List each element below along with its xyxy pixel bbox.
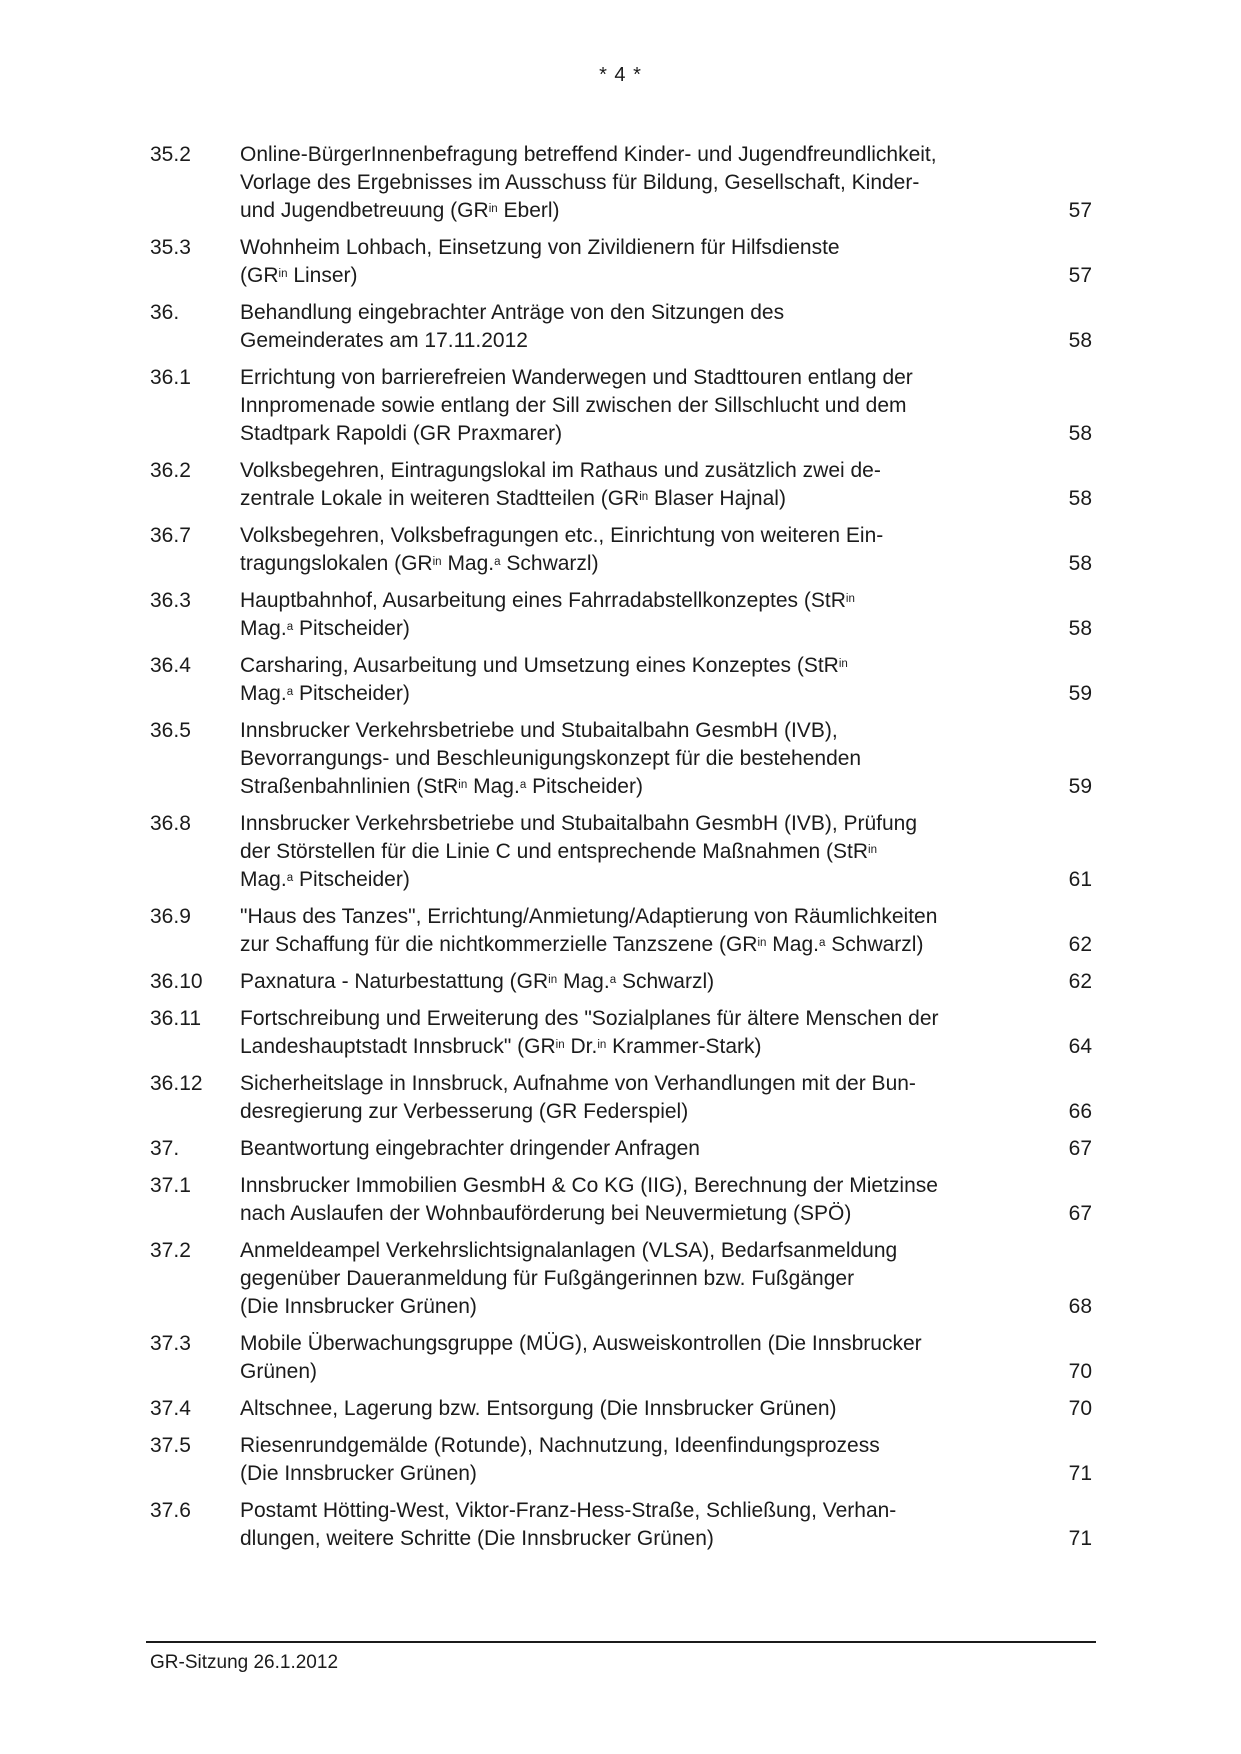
toc-line: Volksbegehren, Eintragungslokal im Rathaus und zusätzlich zwei de- xyxy=(240,459,881,482)
toc-item-number: 36.12 xyxy=(150,1072,203,1095)
toc-line: Straßenbahnlinien (StR$^{in}$ Mag.$^a$ Pitscheider) xyxy=(240,775,643,798)
toc-line: Fortschreibung und Erweiterung des "Sozialplanes für ältere Menschen der xyxy=(240,1007,939,1030)
toc-item xyxy=(150,1070,1092,1126)
toc-line: nach Auslaufen der Wohnbauförderung bei Neuvermietung (SPÖ) xyxy=(240,1202,852,1225)
toc-item-number: 37. xyxy=(150,1137,180,1160)
toc-item-number: 36.8 xyxy=(150,812,191,835)
toc-item-page: 61 xyxy=(1068,868,1092,891)
toc-line: Mag.$^a$ Pitscheider) xyxy=(240,868,410,891)
toc-item xyxy=(150,299,1092,355)
toc-item-text xyxy=(240,1172,1008,1228)
toc-item xyxy=(150,1330,1092,1386)
toc-item-number: 37.5 xyxy=(150,1434,191,1457)
toc-item-text xyxy=(240,717,1008,801)
toc-item-number: 37.4 xyxy=(150,1397,191,1420)
toc-item-number: 37.1 xyxy=(150,1174,191,1197)
toc-item-page: 59 xyxy=(1068,775,1092,798)
toc-item-text xyxy=(240,1070,1008,1126)
toc-item-page: 58 xyxy=(1068,552,1092,575)
toc-item-page: 58 xyxy=(1068,422,1092,445)
toc-item-number: 36.11 xyxy=(150,1007,201,1030)
toc-item xyxy=(150,1432,1092,1488)
toc-line: (Die Innsbrucker Grünen) xyxy=(240,1462,477,1485)
footer-divider xyxy=(146,1641,1096,1643)
toc-item-text xyxy=(240,299,1008,355)
toc-item xyxy=(150,234,1092,290)
toc-line: Grünen) xyxy=(240,1360,318,1383)
toc-item-text xyxy=(240,587,1008,643)
toc-item-page: 59 xyxy=(1068,682,1092,705)
toc-line: Wohnheim Lohbach, Einsetzung von Zivildienern für Hilfsdienste xyxy=(240,236,840,259)
toc-item-number: 35.3 xyxy=(150,236,191,259)
toc-line: Anmeldeampel Verkehrslichtsignalanlagen (VLSA), Bedarfsanmeldung xyxy=(240,1239,898,1262)
toc-item xyxy=(150,1005,1092,1061)
toc-item xyxy=(150,652,1092,708)
toc-item-page: 70 xyxy=(1068,1397,1092,1420)
toc-item xyxy=(150,1395,1092,1423)
toc-item-number: 36.4 xyxy=(150,654,191,677)
toc-item-number: 37.6 xyxy=(150,1499,191,1522)
toc-item xyxy=(150,717,1092,801)
toc-item-page: 57 xyxy=(1068,199,1092,222)
toc-item-number: 37.2 xyxy=(150,1239,191,1262)
toc-item-page: 68 xyxy=(1068,1295,1092,1318)
toc-item xyxy=(150,457,1092,513)
toc-line: Hauptbahnhof, Ausarbeitung eines Fahrradabstellkonzeptes (StR$^{in}$ xyxy=(240,589,855,612)
toc-item-text xyxy=(240,522,1008,578)
toc-line: Mag.$^a$ Pitscheider) xyxy=(240,617,410,640)
toc-item xyxy=(150,364,1092,448)
toc-item xyxy=(150,1135,1092,1163)
toc-item-number: 36.5 xyxy=(150,719,191,742)
toc-item-page: 66 xyxy=(1068,1100,1092,1123)
toc-line: Online-BürgerInnenbefragung betreffend Kinder- und Jugendfreundlichkeit, xyxy=(240,143,937,166)
toc-item-number: 36.10 xyxy=(150,970,203,993)
toc-item-number: 36.1 xyxy=(150,366,191,389)
toc-item-page: 67 xyxy=(1068,1137,1092,1160)
toc-line: Behandlung eingebrachter Anträge von den Sitzungen des xyxy=(240,301,785,324)
toc-item-text xyxy=(240,652,1008,708)
toc-item-text xyxy=(240,1497,1008,1553)
toc-line: zentrale Lokale in weiteren Stadtteilen ($GR^{in}$ Blaser Hajnal) xyxy=(240,487,786,510)
toc-item-page: 62 xyxy=(1068,933,1092,956)
toc-item xyxy=(150,1172,1092,1228)
toc-line: Sicherheitslage in Innsbruck, Aufnahme von Verhandlungen mit der Bun- xyxy=(240,1072,916,1095)
toc-line: der Störstellen für die Linie C und entsprechende Maßnahmen (StR$^{in}$ xyxy=(240,840,878,863)
toc-item-page: 62 xyxy=(1068,970,1092,993)
toc-item-text xyxy=(240,141,1008,225)
toc-line: Innsbrucker Verkehrsbetriebe und Stubaitalbahn GesmbH (IVB), Prüfung xyxy=(240,812,918,835)
toc-line: und Jugendbetreuung ($GR^{in}$ Eberl) xyxy=(240,199,560,222)
toc-line: Riesenrundgemälde (Rotunde), Nachnutzung, Ideenfindungsprozess xyxy=(240,1434,880,1457)
toc-item-number: 35.2 xyxy=(150,143,191,166)
toc-item-text xyxy=(240,364,1008,448)
toc-line: Vorlage des Ergebnisses im Ausschuss für Bildung, Gesellschaft, Kinder- xyxy=(240,171,920,194)
toc-item xyxy=(150,522,1092,578)
toc-line: Mag.$^a$ Pitscheider) xyxy=(240,682,410,705)
toc-line: Innsbrucker Verkehrsbetriebe und Stubaitalbahn GesmbH (IVB), xyxy=(240,719,838,742)
toc-item-page: 58 xyxy=(1068,487,1092,510)
toc-line: Innsbrucker Immobilien GesmbH & Co KG (IIG), Berechnung der Mietzinse xyxy=(240,1174,938,1197)
toc-item xyxy=(150,968,1092,996)
toc-line: dlungen, weitere Schritte (Die Innsbrucker Grünen) xyxy=(240,1527,714,1550)
toc-item-number: 36. xyxy=(150,301,180,324)
toc-item-number: 36.7 xyxy=(150,524,191,547)
toc-line: Beantwortung eingebrachter dringender Anfragen xyxy=(240,1137,700,1160)
toc-line: desregierung zur Verbesserung (GR Federspiel) xyxy=(240,1100,689,1123)
toc-item-text xyxy=(240,903,1008,959)
toc-item xyxy=(150,1497,1092,1553)
toc-line: Carsharing, Ausarbeitung und Umsetzung eines Konzeptes (StR$^{in}$ xyxy=(240,654,848,677)
toc-line: tragungslokalen ($GR^{in}$ Mag.$^a$ Schwarzl) xyxy=(240,552,599,575)
toc-item-number: 36.2 xyxy=(150,459,191,482)
toc-line: Landeshauptstadt Innsbruck" ($GR^{in}$ Dr.$^{in}$ Krammer-Stark) xyxy=(240,1035,762,1058)
footer-session-label: GR-Sitzung 26.1.2012 xyxy=(150,1652,339,1673)
toc-line: ($GR^{in}$ Linser) xyxy=(240,264,358,287)
toc-line: Innpromenade sowie entlang der Sill zwischen der Sillschlucht und dem xyxy=(240,394,907,417)
toc-item-page: 57 xyxy=(1068,264,1092,287)
toc-item-page: 70 xyxy=(1068,1360,1092,1383)
toc-item xyxy=(150,810,1092,894)
page-number-marker: * 4 * xyxy=(599,64,642,86)
toc-item xyxy=(150,587,1092,643)
toc-line: Mobile Überwachungsgruppe (MÜG), Ausweiskontrollen (Die Innsbrucker xyxy=(240,1332,922,1355)
toc-line: zur Schaffung für die nichtkommerzielle Tanzszene ($GR^{in}$ Mag.$^a$ Schwarzl) xyxy=(240,933,924,956)
toc-item xyxy=(150,141,1092,225)
toc-item-text xyxy=(240,1395,1008,1423)
toc-item-text xyxy=(240,968,1008,996)
toc-item-text xyxy=(240,1330,1008,1386)
toc-item xyxy=(150,1237,1092,1321)
toc-item-page: 64 xyxy=(1068,1035,1092,1058)
toc-item-number: 36.9 xyxy=(150,905,191,928)
toc-item-text xyxy=(240,1432,1008,1488)
toc-item-page: 71 xyxy=(1068,1462,1092,1485)
toc-item-page: 71 xyxy=(1068,1527,1092,1550)
toc-item-page: 58 xyxy=(1068,617,1092,640)
toc-item-text xyxy=(240,457,1008,513)
toc-line: Postamt Hötting-West, Viktor-Franz-Hess-Straße, Schließung, Verhan- xyxy=(240,1499,897,1522)
toc-item-page: 67 xyxy=(1068,1202,1092,1225)
toc-line: Stadtpark Rapoldi (GR Praxmarer) xyxy=(240,422,563,445)
toc-line: gegenüber Daueranmeldung für Fußgängerinnen bzw. Fußgänger xyxy=(240,1267,855,1290)
toc-line: "Haus des Tanzes", Errichtung/Anmietung/Adaptierung von Räumlichkeiten xyxy=(240,905,938,928)
toc-line: Volksbegehren, Volksbefragungen etc., Einrichtung von weiteren Ein- xyxy=(240,524,884,547)
toc-item-text xyxy=(240,1005,1008,1061)
toc-line: Altschnee, Lagerung bzw. Entsorgung (Die Innsbrucker Grünen) xyxy=(240,1397,837,1420)
toc-line: Gemeinderates am 17.11.2012 xyxy=(240,329,528,352)
toc-item-text xyxy=(240,234,1008,290)
toc-list xyxy=(150,141,1092,1562)
toc-item xyxy=(150,903,1092,959)
toc-item-number: 37.3 xyxy=(150,1332,191,1355)
toc-item-page: 58 xyxy=(1068,329,1092,352)
toc-line: (Die Innsbrucker Grünen) xyxy=(240,1295,477,1318)
toc-item-text xyxy=(240,1135,1008,1163)
toc-line: Errichtung von barrierefreien Wanderwegen und Stadttouren entlang der xyxy=(240,366,913,389)
toc-line: Bevorrangungs- und Beschleunigungskonzept für die bestehenden xyxy=(240,747,862,770)
toc-line: Paxnatura - Naturbestattung ($GR^{in}$ Mag.$^a$ Schwarzl) xyxy=(240,970,715,993)
toc-item-text xyxy=(240,810,1008,894)
toc-item-number: 36.3 xyxy=(150,589,191,612)
toc-item-text xyxy=(240,1237,1008,1321)
